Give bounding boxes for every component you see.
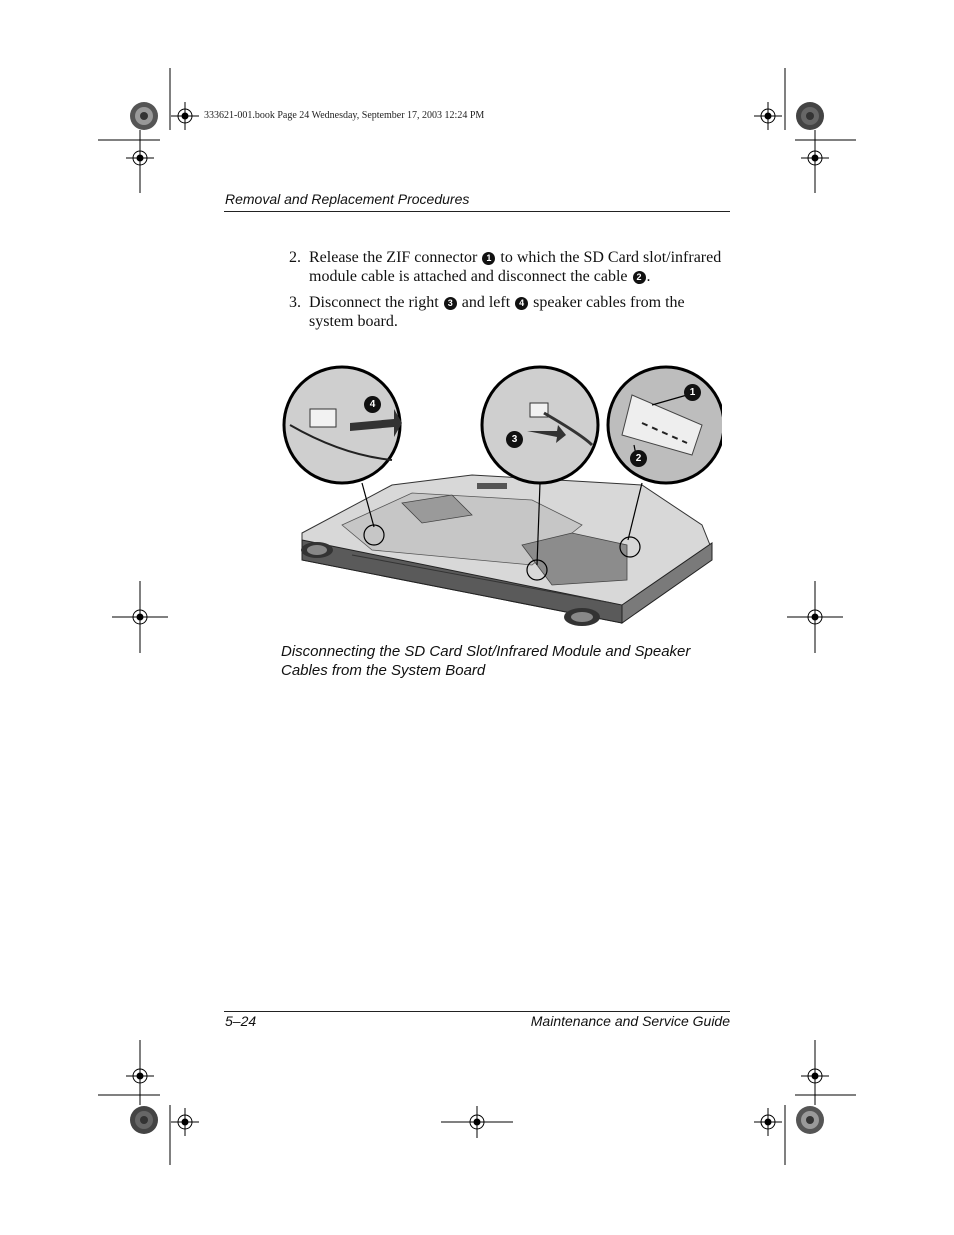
procedure-steps [289,248,729,338]
guide-title: Maintenance and Service Guide [530,1013,730,1029]
figure-callout-1-icon: 1 [684,384,701,401]
callout-3-icon: 3 [444,297,457,310]
figure-callout-2-icon: 2 [630,450,647,467]
registration-target [171,102,199,130]
laptop-disassembly-illustration [282,365,722,635]
callout-4-icon: 4 [515,297,528,310]
registration-target [112,581,168,653]
step-text: Disconnect the right 3 and left 4 speaker cables from the system board. [309,294,685,330]
registration-target [801,1062,829,1090]
starburst-mark [796,1106,824,1134]
figure-callout-3-icon: 3 [506,431,523,448]
registration-target [126,144,154,172]
page-number: 5–24 [225,1013,257,1029]
detail-circle-right [608,367,722,483]
header-rule [224,211,730,212]
print-slug: 333621-001.book Page 24 Wednesday, September 17, 2003 12:24 PM [204,110,485,121]
starburst-mark [796,102,824,130]
step-3 [289,293,729,331]
starburst-mark [130,1106,158,1134]
callout-1-icon: 1 [482,252,495,265]
figure-caption: Disconnecting the SD Card Slot/Infrared Module and Speaker Cables from the System Board [281,643,691,679]
running-header: Removal and Replacement Procedures [225,191,470,207]
detail-circle-left [284,367,402,483]
step-number: 3. [289,294,301,311]
step-text: Release the ZIF connector 1 to which the SD Card slot/infrared module cable is attached and disconnect the cable 2 . [309,249,722,285]
figure-callout-4-icon: 4 [364,396,381,413]
registration-target [126,1062,154,1090]
detail-circle-middle [482,367,598,483]
registration-target [171,1108,199,1136]
registration-target [801,144,829,172]
registration-target [754,1108,782,1136]
footer-rule [224,1011,730,1012]
laptop-chassis [301,475,712,626]
registration-target [754,102,782,130]
registration-target [787,581,843,653]
registration-target [441,1106,513,1138]
callout-2-icon: 2 [633,271,646,284]
step-2 [289,248,729,286]
step-number: 2. [289,249,301,266]
starburst-mark [130,102,158,130]
